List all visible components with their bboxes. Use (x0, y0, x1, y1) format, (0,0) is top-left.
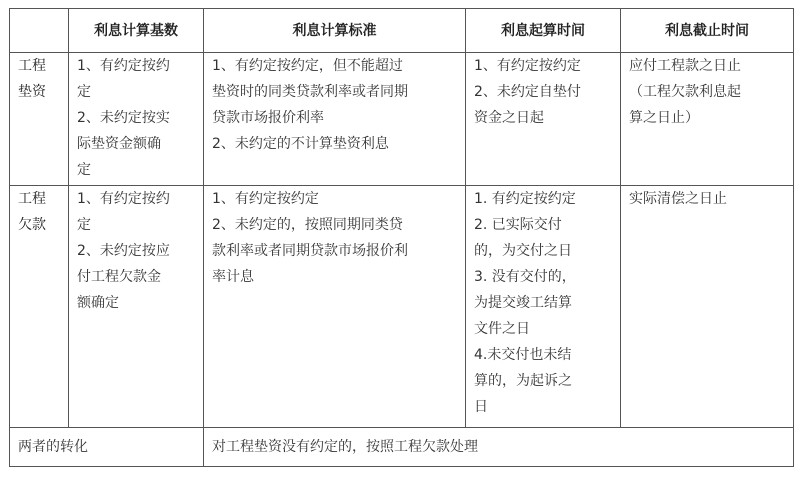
header-row (10, 9, 794, 53)
cell-line: 2、未约定按实 (77, 110, 170, 126)
cell-line: 文件之日 (474, 321, 530, 337)
cell-line: 的，为交付之日 (474, 243, 572, 259)
cell-line: 4.未交付也未结 (474, 347, 572, 363)
cell-line: 3. 没有交付的， (474, 269, 576, 285)
row-label-line: 工程 (18, 58, 46, 74)
cell-line: 1、有约定按约定 (474, 58, 581, 74)
header-interest-standard: 利息计算标准 (204, 9, 466, 53)
cell-line: 1、有约定按约 (77, 58, 170, 74)
cell-line: 1、有约定按约定 (212, 191, 319, 207)
table-row-conversion (10, 428, 794, 467)
cell-interest-standard (204, 186, 466, 428)
conversion-label: 两者的转化 (10, 428, 204, 467)
cell-line: 应付工程款之日止 (629, 58, 741, 74)
cell-line: 实际清偿之日止 (629, 191, 727, 207)
cell-line: 1. 有约定按约定 (474, 191, 576, 207)
cell-line: 贷款市场报价利率 (212, 110, 324, 126)
cell-line: 资金之日起 (474, 110, 544, 126)
cell-line: 定 (77, 217, 91, 233)
cell-line: 为提交竣工结算 (474, 295, 572, 311)
cell-interest-end (621, 53, 794, 186)
row-label-line: 垫资 (18, 84, 46, 100)
cell-line: 定 (77, 84, 91, 100)
header-interest-start: 利息起算时间 (466, 9, 621, 53)
table-row-advance-funding (10, 53, 794, 186)
conversion-text: 对工程垫资没有约定的，按照工程欠款处理 (204, 428, 794, 467)
cell-line: 算的，为起诉之 (474, 373, 572, 389)
table-row-project-arrears (10, 186, 794, 428)
cell-line: 日 (474, 399, 488, 415)
cell-line: 2、未约定的不计算垫资利息 (212, 136, 389, 152)
cell-line: 定 (77, 162, 91, 178)
cell-interest-start (466, 53, 621, 186)
cell-line: 率计息 (212, 269, 254, 285)
cell-interest-base (69, 186, 204, 428)
cell-interest-start (466, 186, 621, 428)
cell-line: 垫资时的同类贷款利率或者同期 (212, 84, 408, 100)
cell-line: （工程欠款利息起 (629, 84, 741, 100)
cell-line: 1、有约定按约定，但不能超过 (212, 58, 403, 74)
cell-line: 额确定 (77, 295, 119, 311)
cell-line: 际垫资金额确 (77, 136, 161, 152)
header-interest-end: 利息截止时间 (621, 9, 794, 53)
cell-interest-standard (204, 53, 466, 186)
cell-interest-end (621, 186, 794, 428)
cell-line: 款利率或者同期贷款市场报价利 (212, 243, 408, 259)
header-interest-base: 利息计算基数 (69, 9, 204, 53)
row-label-advance-funding (10, 53, 69, 186)
cell-line: 算之日止） (629, 110, 699, 126)
cell-line: 2、未约定自垫付 (474, 84, 581, 100)
cell-line: 2、未约定按应 (77, 243, 170, 259)
cell-line: 付工程欠款金 (77, 269, 161, 285)
header-corner (10, 9, 69, 53)
row-label-project-arrears (10, 186, 69, 428)
interest-comparison-table (9, 8, 794, 467)
cell-line: 1、有约定按约 (77, 191, 170, 207)
cell-line: 2. 已实际交付 (474, 217, 562, 233)
cell-line: 2、未约定的，按照同期同类贷 (212, 217, 403, 233)
row-label-line: 工程 (18, 191, 46, 207)
row-label-line: 欠款 (18, 217, 46, 233)
cell-interest-base (69, 53, 204, 186)
